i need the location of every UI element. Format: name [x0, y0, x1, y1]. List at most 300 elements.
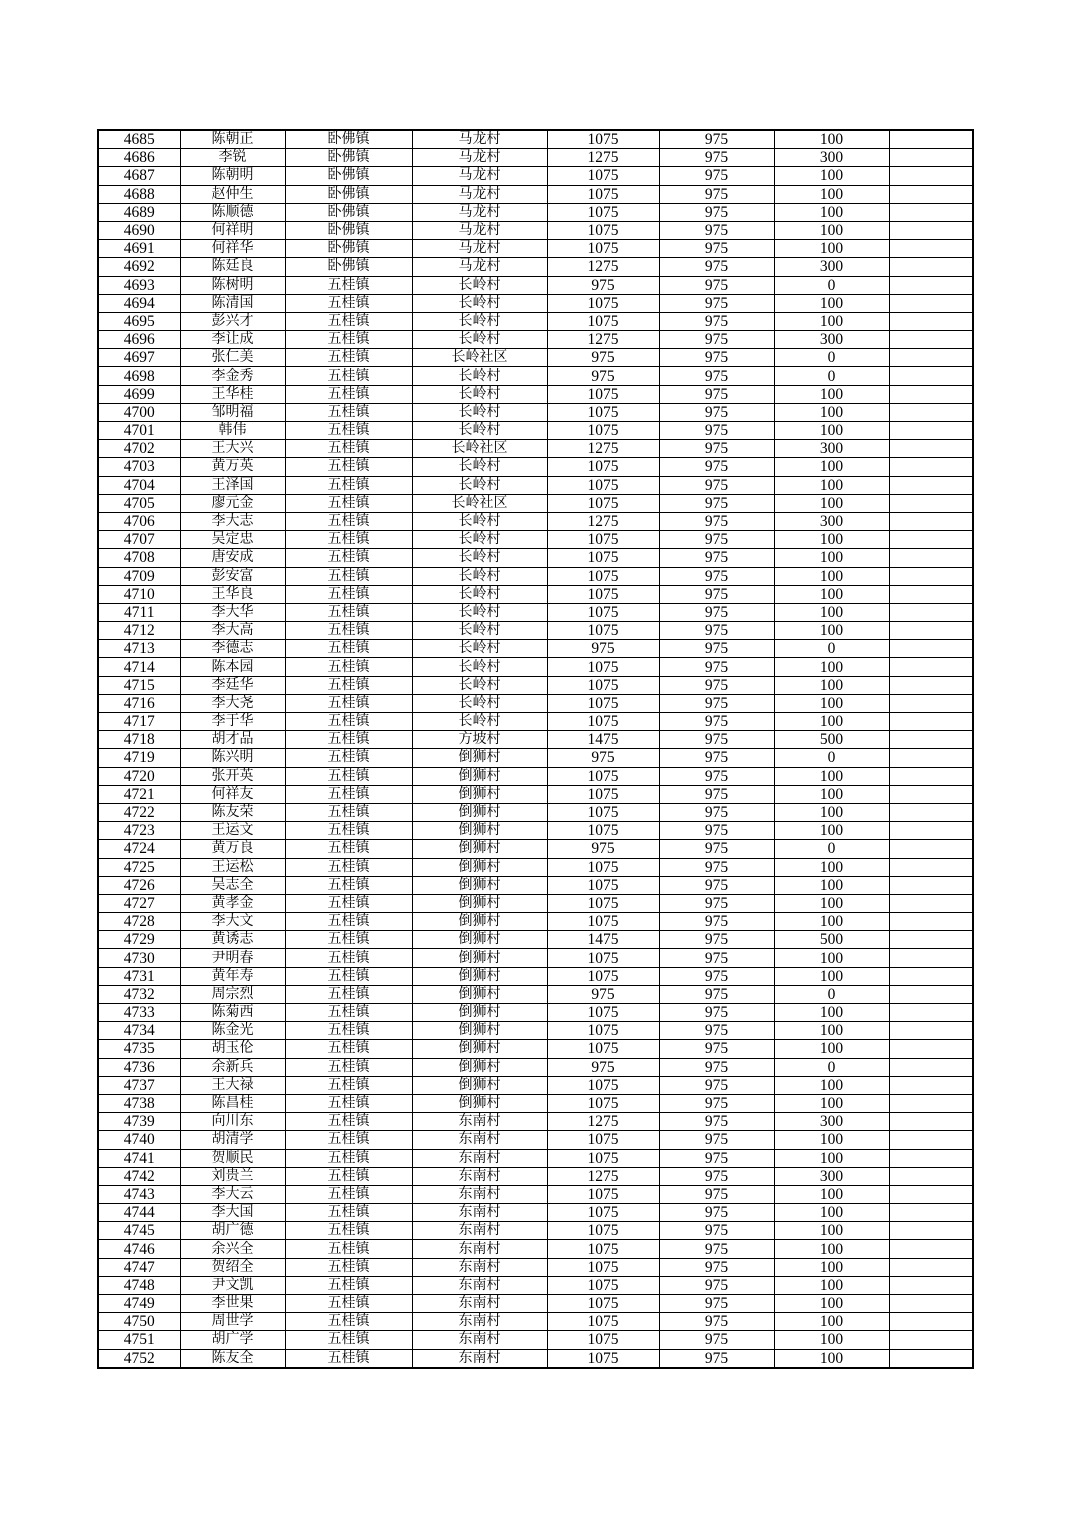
difference-cell: 300: [774, 331, 889, 349]
village-cell: 长岭社区: [412, 349, 547, 367]
village-cell: 长岭村: [412, 476, 547, 494]
table-row: [98, 494, 973, 512]
town-cell: 五桂镇: [285, 349, 412, 367]
town-cell: 五桂镇: [285, 1131, 412, 1149]
difference-cell: 100: [774, 1076, 889, 1094]
name-cell: 何祥明: [180, 221, 285, 239]
table-row: [98, 622, 973, 640]
table-row: [98, 549, 973, 567]
village-cell: 长岭村: [412, 531, 547, 549]
town-cell: 五桂镇: [285, 713, 412, 731]
difference-cell: 100: [774, 1131, 889, 1149]
village-cell: 长岭社区: [412, 440, 547, 458]
row-number-cell: 4699: [98, 385, 180, 403]
amount-a-cell: 1075: [547, 1185, 659, 1203]
village-cell: 长岭社区: [412, 494, 547, 512]
row-number-cell: 4722: [98, 803, 180, 821]
village-cell: 东南村: [412, 1331, 547, 1349]
row-number-cell: 4725: [98, 858, 180, 876]
amount-a-cell: 1075: [547, 803, 659, 821]
town-cell: 卧佛镇: [285, 203, 412, 221]
name-cell: 黄年寿: [180, 967, 285, 985]
name-cell: 尹文凯: [180, 1276, 285, 1294]
table-row: [98, 1313, 973, 1331]
table-row: [98, 130, 973, 149]
amount-a-cell: 975: [547, 349, 659, 367]
difference-cell: 0: [774, 1058, 889, 1076]
village-cell: 长岭村: [412, 385, 547, 403]
town-cell: 五桂镇: [285, 385, 412, 403]
difference-cell: 100: [774, 1022, 889, 1040]
table-row: [98, 1004, 973, 1022]
name-cell: 李大志: [180, 512, 285, 530]
village-cell: 长岭村: [412, 276, 547, 294]
remark-cell: [889, 1258, 973, 1276]
amount-b-cell: 975: [659, 1167, 774, 1185]
village-cell: 东南村: [412, 1204, 547, 1222]
table-row: [98, 658, 973, 676]
town-cell: 五桂镇: [285, 458, 412, 476]
difference-cell: 300: [774, 440, 889, 458]
amount-a-cell: 1075: [547, 1222, 659, 1240]
difference-cell: 100: [774, 1004, 889, 1022]
remark-cell: [889, 931, 973, 949]
town-cell: 五桂镇: [285, 749, 412, 767]
row-number-cell: 4719: [98, 749, 180, 767]
village-cell: 长岭村: [412, 549, 547, 567]
village-cell: 倒狮村: [412, 985, 547, 1003]
remark-cell: [889, 1022, 973, 1040]
difference-cell: 100: [774, 894, 889, 912]
difference-cell: 0: [774, 276, 889, 294]
village-cell: 长岭村: [412, 567, 547, 585]
remark-cell: [889, 1204, 973, 1222]
amount-b-cell: 975: [659, 858, 774, 876]
village-cell: 长岭村: [412, 658, 547, 676]
table-row: [98, 1167, 973, 1185]
row-number-cell: 4703: [98, 458, 180, 476]
amount-b-cell: 975: [659, 1113, 774, 1131]
name-cell: 王运松: [180, 858, 285, 876]
row-number-cell: 4707: [98, 531, 180, 549]
remark-cell: [889, 567, 973, 585]
town-cell: 五桂镇: [285, 422, 412, 440]
name-cell: 李大华: [180, 603, 285, 621]
difference-cell: 100: [774, 1313, 889, 1331]
difference-cell: 0: [774, 985, 889, 1003]
table-row: [98, 1258, 973, 1276]
difference-cell: 100: [774, 1331, 889, 1349]
town-cell: 五桂镇: [285, 1022, 412, 1040]
amount-a-cell: 1075: [547, 1276, 659, 1294]
remark-cell: [889, 658, 973, 676]
row-number-cell: 4709: [98, 567, 180, 585]
row-number-cell: 4697: [98, 349, 180, 367]
remark-cell: [889, 203, 973, 221]
name-cell: 李让成: [180, 331, 285, 349]
remark-cell: [889, 822, 973, 840]
village-cell: 倒狮村: [412, 894, 547, 912]
row-number-cell: 4702: [98, 440, 180, 458]
name-cell: 周宗烈: [180, 985, 285, 1003]
village-cell: 马龙村: [412, 130, 547, 149]
amount-b-cell: 975: [659, 1149, 774, 1167]
table-row: [98, 585, 973, 603]
difference-cell: 100: [774, 913, 889, 931]
amount-b-cell: 975: [659, 731, 774, 749]
town-cell: 五桂镇: [285, 476, 412, 494]
difference-cell: 100: [774, 767, 889, 785]
table-row: [98, 640, 973, 658]
name-cell: 李世果: [180, 1295, 285, 1313]
name-cell: 廖元金: [180, 494, 285, 512]
amount-b-cell: 975: [659, 1040, 774, 1058]
remark-cell: [889, 876, 973, 894]
name-cell: 李大国: [180, 1204, 285, 1222]
table-row: [98, 1022, 973, 1040]
amount-b-cell: 975: [659, 531, 774, 549]
difference-cell: 0: [774, 367, 889, 385]
town-cell: 五桂镇: [285, 276, 412, 294]
town-cell: 五桂镇: [285, 1185, 412, 1203]
table-row: [98, 767, 973, 785]
name-cell: 陈友全: [180, 1349, 285, 1368]
amount-b-cell: 975: [659, 422, 774, 440]
amount-b-cell: 975: [659, 803, 774, 821]
difference-cell: 100: [774, 803, 889, 821]
name-cell: 陈廷良: [180, 258, 285, 276]
remark-cell: [889, 785, 973, 803]
amount-a-cell: 1075: [547, 1313, 659, 1331]
remark-cell: [889, 967, 973, 985]
row-number-cell: 4746: [98, 1240, 180, 1258]
row-number-cell: 4705: [98, 494, 180, 512]
amount-a-cell: 1475: [547, 731, 659, 749]
remark-cell: [889, 276, 973, 294]
name-cell: 陈金光: [180, 1022, 285, 1040]
village-cell: 长岭村: [412, 403, 547, 421]
village-cell: 东南村: [412, 1240, 547, 1258]
row-number-cell: 4688: [98, 185, 180, 203]
row-number-cell: 4704: [98, 476, 180, 494]
remark-cell: [889, 585, 973, 603]
row-number-cell: 4744: [98, 1204, 180, 1222]
amount-a-cell: 1075: [547, 1040, 659, 1058]
remark-cell: [889, 694, 973, 712]
remark-cell: [889, 622, 973, 640]
town-cell: 五桂镇: [285, 894, 412, 912]
difference-cell: 100: [774, 294, 889, 312]
row-number-cell: 4740: [98, 1131, 180, 1149]
difference-cell: 100: [774, 167, 889, 185]
difference-cell: 100: [774, 1149, 889, 1167]
village-cell: 倒狮村: [412, 931, 547, 949]
remark-cell: [889, 1167, 973, 1185]
village-cell: 方坡村: [412, 731, 547, 749]
row-number-cell: 4694: [98, 294, 180, 312]
table-row: [98, 221, 973, 239]
amount-a-cell: 1075: [547, 1331, 659, 1349]
row-number-cell: 4726: [98, 876, 180, 894]
table-row: [98, 203, 973, 221]
village-cell: 东南村: [412, 1258, 547, 1276]
village-cell: 东南村: [412, 1167, 547, 1185]
table-row: [98, 985, 973, 1003]
remark-cell: [889, 385, 973, 403]
difference-cell: 500: [774, 731, 889, 749]
amount-a-cell: 1075: [547, 876, 659, 894]
remark-cell: [889, 1094, 973, 1112]
remark-cell: [889, 149, 973, 167]
town-cell: 五桂镇: [285, 1240, 412, 1258]
amount-a-cell: 1075: [547, 531, 659, 549]
name-cell: 张开英: [180, 767, 285, 785]
row-number-cell: 4721: [98, 785, 180, 803]
table-row: [98, 822, 973, 840]
amount-b-cell: 975: [659, 1131, 774, 1149]
table-row: [98, 1240, 973, 1258]
table-row: [98, 1295, 973, 1313]
town-cell: 五桂镇: [285, 840, 412, 858]
name-cell: 余兴全: [180, 1240, 285, 1258]
town-cell: 五桂镇: [285, 803, 412, 821]
table-row: [98, 149, 973, 167]
remark-cell: [889, 240, 973, 258]
table-row: [98, 1349, 973, 1368]
name-cell: 周世学: [180, 1313, 285, 1331]
amount-b-cell: 975: [659, 585, 774, 603]
amount-b-cell: 975: [659, 203, 774, 221]
amount-b-cell: 975: [659, 367, 774, 385]
amount-b-cell: 975: [659, 1331, 774, 1349]
amount-b-cell: 975: [659, 1222, 774, 1240]
town-cell: 五桂镇: [285, 767, 412, 785]
remark-cell: [889, 894, 973, 912]
amount-a-cell: 1075: [547, 167, 659, 185]
table-row: [98, 676, 973, 694]
row-number-cell: 4695: [98, 312, 180, 330]
name-cell: 李于华: [180, 713, 285, 731]
difference-cell: 100: [774, 531, 889, 549]
amount-a-cell: 1275: [547, 1167, 659, 1185]
remark-cell: [889, 1004, 973, 1022]
row-number-cell: 4737: [98, 1076, 180, 1094]
difference-cell: 100: [774, 185, 889, 203]
difference-cell: 100: [774, 549, 889, 567]
amount-b-cell: 975: [659, 1094, 774, 1112]
town-cell: 卧佛镇: [285, 185, 412, 203]
name-cell: 陈树明: [180, 276, 285, 294]
row-number-cell: 4717: [98, 713, 180, 731]
name-cell: 彭兴才: [180, 312, 285, 330]
amount-a-cell: 1075: [547, 713, 659, 731]
name-cell: 尹明春: [180, 949, 285, 967]
amount-a-cell: 975: [547, 276, 659, 294]
amount-b-cell: 975: [659, 494, 774, 512]
village-cell: 东南村: [412, 1113, 547, 1131]
difference-cell: 100: [774, 567, 889, 585]
table-row: [98, 349, 973, 367]
difference-cell: 300: [774, 512, 889, 530]
remark-cell: [889, 1040, 973, 1058]
amount-b-cell: 975: [659, 640, 774, 658]
amount-a-cell: 1075: [547, 312, 659, 330]
amount-b-cell: 975: [659, 221, 774, 239]
table-row: [98, 385, 973, 403]
name-cell: 王华桂: [180, 385, 285, 403]
name-cell: 李大高: [180, 622, 285, 640]
village-cell: 倒狮村: [412, 1040, 547, 1058]
village-cell: 马龙村: [412, 149, 547, 167]
town-cell: 五桂镇: [285, 640, 412, 658]
remark-cell: [889, 640, 973, 658]
name-cell: 唐安成: [180, 549, 285, 567]
difference-cell: 100: [774, 494, 889, 512]
name-cell: 陈昌桂: [180, 1094, 285, 1112]
amount-a-cell: 1075: [547, 622, 659, 640]
difference-cell: 100: [774, 1276, 889, 1294]
table-row: [98, 876, 973, 894]
town-cell: 五桂镇: [285, 312, 412, 330]
amount-a-cell: 1075: [547, 203, 659, 221]
amount-a-cell: 1275: [547, 331, 659, 349]
row-number-cell: 4730: [98, 949, 180, 967]
amount-b-cell: 975: [659, 694, 774, 712]
amount-a-cell: 975: [547, 640, 659, 658]
difference-cell: 100: [774, 585, 889, 603]
row-number-cell: 4687: [98, 167, 180, 185]
town-cell: 五桂镇: [285, 731, 412, 749]
table-row: [98, 1222, 973, 1240]
table-body: [98, 130, 973, 1368]
difference-cell: 100: [774, 603, 889, 621]
difference-cell: 100: [774, 458, 889, 476]
name-cell: 胡才品: [180, 731, 285, 749]
amount-b-cell: 975: [659, 931, 774, 949]
table-row: [98, 931, 973, 949]
town-cell: 五桂镇: [285, 1004, 412, 1022]
row-number-cell: 4742: [98, 1167, 180, 1185]
name-cell: 黄万英: [180, 458, 285, 476]
amount-a-cell: 975: [547, 1058, 659, 1076]
remark-cell: [889, 1185, 973, 1203]
amount-a-cell: 1075: [547, 385, 659, 403]
town-cell: 五桂镇: [285, 403, 412, 421]
name-cell: 韩伟: [180, 422, 285, 440]
town-cell: 卧佛镇: [285, 258, 412, 276]
table-row: [98, 803, 973, 821]
village-cell: 长岭村: [412, 694, 547, 712]
town-cell: 五桂镇: [285, 785, 412, 803]
name-cell: 李锐: [180, 149, 285, 167]
row-number-cell: 4743: [98, 1185, 180, 1203]
difference-cell: 100: [774, 713, 889, 731]
name-cell: 李德志: [180, 640, 285, 658]
village-cell: 东南村: [412, 1222, 547, 1240]
difference-cell: 100: [774, 822, 889, 840]
table-row: [98, 694, 973, 712]
town-cell: 五桂镇: [285, 658, 412, 676]
amount-b-cell: 975: [659, 1240, 774, 1258]
town-cell: 五桂镇: [285, 1094, 412, 1112]
remark-cell: [889, 1349, 973, 1368]
amount-b-cell: 975: [659, 240, 774, 258]
town-cell: 五桂镇: [285, 585, 412, 603]
amount-b-cell: 975: [659, 403, 774, 421]
amount-a-cell: 1075: [547, 1295, 659, 1313]
row-number-cell: 4723: [98, 822, 180, 840]
remark-cell: [889, 1113, 973, 1131]
village-cell: 长岭村: [412, 422, 547, 440]
amount-a-cell: 1075: [547, 422, 659, 440]
name-cell: 黄万良: [180, 840, 285, 858]
row-number-cell: 4733: [98, 1004, 180, 1022]
town-cell: 五桂镇: [285, 913, 412, 931]
amount-a-cell: 1075: [547, 403, 659, 421]
amount-b-cell: 975: [659, 1022, 774, 1040]
village-cell: 长岭村: [412, 312, 547, 330]
village-cell: 倒狮村: [412, 749, 547, 767]
row-number-cell: 4724: [98, 840, 180, 858]
amount-a-cell: 1075: [547, 1004, 659, 1022]
town-cell: 五桂镇: [285, 1276, 412, 1294]
remark-cell: [889, 749, 973, 767]
village-cell: 马龙村: [412, 167, 547, 185]
town-cell: 五桂镇: [285, 876, 412, 894]
amount-a-cell: 1075: [547, 1349, 659, 1368]
name-cell: 李大云: [180, 1185, 285, 1203]
table-row: [98, 403, 973, 421]
remark-cell: [889, 1131, 973, 1149]
amount-b-cell: 975: [659, 967, 774, 985]
row-number-cell: 4720: [98, 767, 180, 785]
row-number-cell: 4748: [98, 1276, 180, 1294]
data-table: [97, 129, 974, 1369]
village-cell: 东南村: [412, 1295, 547, 1313]
row-number-cell: 4711: [98, 603, 180, 621]
difference-cell: 0: [774, 749, 889, 767]
row-number-cell: 4736: [98, 1058, 180, 1076]
difference-cell: 500: [774, 931, 889, 949]
remark-cell: [889, 1313, 973, 1331]
name-cell: 向川东: [180, 1113, 285, 1131]
amount-b-cell: 975: [659, 894, 774, 912]
village-cell: 倒狮村: [412, 767, 547, 785]
remark-cell: [889, 913, 973, 931]
amount-a-cell: 1075: [547, 476, 659, 494]
row-number-cell: 4732: [98, 985, 180, 1003]
amount-a-cell: 1075: [547, 676, 659, 694]
amount-b-cell: 975: [659, 567, 774, 585]
difference-cell: 100: [774, 476, 889, 494]
amount-b-cell: 975: [659, 1204, 774, 1222]
difference-cell: 100: [774, 385, 889, 403]
town-cell: 五桂镇: [285, 1076, 412, 1094]
table-row: [98, 240, 973, 258]
remark-cell: [889, 185, 973, 203]
difference-cell: 100: [774, 1094, 889, 1112]
amount-a-cell: 1075: [547, 1022, 659, 1040]
name-cell: 赵仲生: [180, 185, 285, 203]
town-cell: 五桂镇: [285, 1040, 412, 1058]
remark-cell: [889, 603, 973, 621]
remark-cell: [889, 713, 973, 731]
remark-cell: [889, 1240, 973, 1258]
table-row: [98, 1113, 973, 1131]
difference-cell: 100: [774, 1204, 889, 1222]
name-cell: 胡玉伦: [180, 1040, 285, 1058]
town-cell: 五桂镇: [285, 1204, 412, 1222]
